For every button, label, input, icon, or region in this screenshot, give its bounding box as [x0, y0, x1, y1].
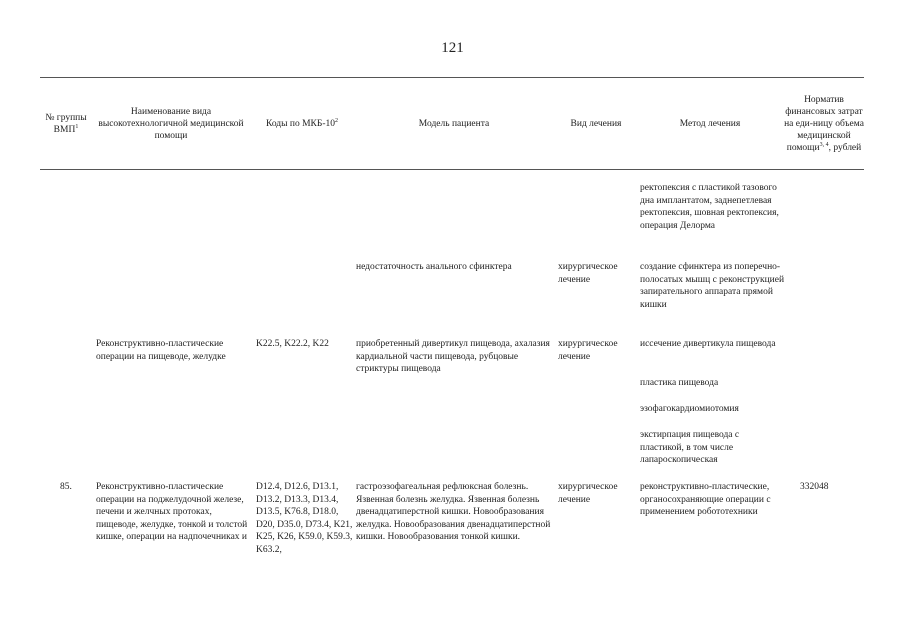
row4-name: Реконструктивно-пластические операции на поджелудочной железе, печени и желчных протоках, пищеводе, желудке, тонкой и толстой кишке, операции на надпочечниках и [96, 482, 248, 542]
row3-name: Реконструктивно-пластические операции на пищеводе, желудке [96, 339, 226, 362]
row3-method-1: иссечение дивертикула пищевода [640, 339, 776, 349]
row2-model: недостаточность анального сфинктера [356, 262, 512, 272]
row3-method-3: эзофагокардиомиотомия [640, 404, 739, 414]
row4-method: реконструктивно-пластические, органосохраняющие операции с применением робототехники [640, 482, 771, 517]
row4-type: хирургическое лечение [558, 482, 618, 505]
row2-method: создание сфинктера из поперечно-полосатых мышц с реконструкцией запирательного аппарата прямой кишки [640, 262, 785, 310]
header-group-number [40, 77, 92, 170]
row3-method-2: пластика пищевода [640, 378, 719, 388]
row4-codes: D12.4, D12.6, D13.1, D13.2, D13.3, D13.4, D13.5, K76.8, D18.0, D20, D35.0, D73.4, K21, K25, K26, K59.0, K59.3, K63.2, [256, 482, 353, 555]
row4-model: гастроэзофагеальная рефлюксная болезнь. Язвенная болезнь желудка. Язвенная болезнь двенадцатиперстной кишки. Новообразования желудка. Новообразования двенадцатиперстной кишки. Новообразования тонкой кишки. [356, 482, 551, 542]
header-icd-codes [254, 77, 350, 170]
header-treatment-type [558, 77, 634, 170]
header-codes-footnote: 2 [335, 117, 339, 124]
header-type-label: Вид лечения [570, 118, 622, 129]
header-care-type [96, 77, 246, 170]
header-treatment-method [640, 77, 780, 170]
page-number: 121 [441, 40, 464, 56]
header-model-label: Модель пациента [418, 118, 490, 129]
row3-model: приобретенный дивертикул пищевода, ахалазия кардиальной части пищевода, рубцовые стриктуры пищевода [356, 339, 550, 374]
header-name-label: Наименование вида высокотехнологичной медицинской помощи [98, 106, 244, 141]
header-codes-label: Коды по МКБ-10 [265, 118, 336, 129]
header-norm-label: Норматив финансовых затрат на еди-ницу объема медицинской помощи [784, 94, 864, 153]
header-cost-norm [784, 77, 864, 170]
header-patient-model [356, 77, 552, 170]
row3-codes: K22.5, K22.2, K22 [256, 339, 329, 349]
row2-type: хирургическое лечение [558, 262, 618, 285]
row1-method: ректопексия с пластикой тазового дна имплантатом, заднепетлевая ректопексия, шовная ректопексия, операция Делорма [640, 183, 779, 231]
header-norm-unit: , рублей [828, 142, 862, 153]
header-num-footnote: 1 [75, 123, 79, 130]
header-num-label: № группы ВМП [45, 112, 87, 135]
header-norm-footnote: 3, 4 [819, 141, 829, 148]
row4-cost-norm: 332048 [800, 482, 829, 492]
row4-number: 85. [60, 482, 72, 492]
row3-type: хирургическое лечение [558, 339, 618, 362]
header-method-label: Метод лечения [679, 118, 741, 129]
row3-method-4: экстирпация пищевода с пластикой, в том числе лапароскопическая [640, 430, 740, 465]
